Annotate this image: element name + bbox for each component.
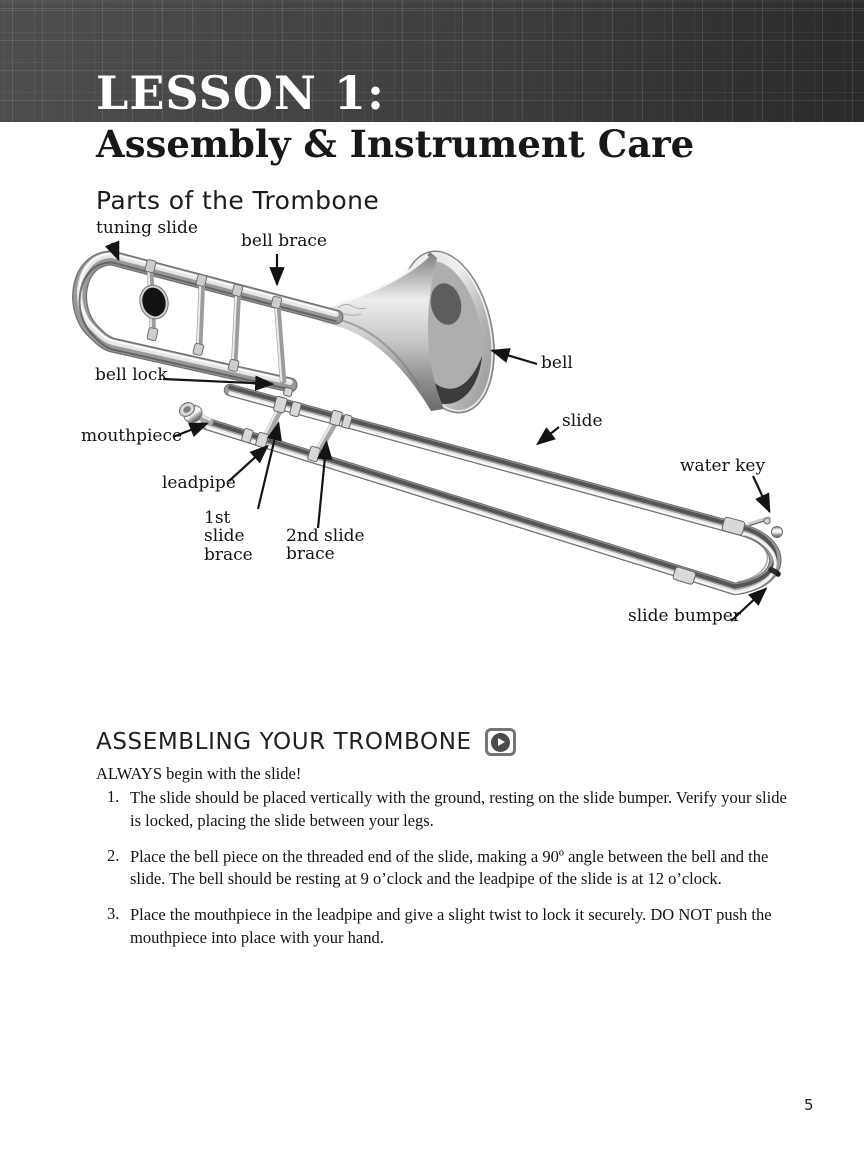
- page-number: 5: [804, 1096, 814, 1114]
- label-bell-brace: bell brace: [241, 231, 327, 251]
- bell-shape: [322, 242, 508, 421]
- assembly-steps: [96, 787, 796, 963]
- label-first-slide-brace: 1st slide brace: [204, 508, 253, 565]
- bell-lock-latch: [283, 387, 293, 397]
- play-circle: [491, 733, 510, 752]
- play-triangle-icon: [498, 738, 505, 746]
- trombone-diagram: [0, 218, 864, 650]
- label-bell: bell: [541, 353, 573, 373]
- arrow-bell: [492, 351, 537, 365]
- assembly-intro: ALWAYS begin with the slide!: [96, 764, 302, 783]
- step-number: 1.: [107, 787, 120, 806]
- assembly-step-2: [96, 846, 796, 892]
- label-slide-bumper: slide bumper: [628, 606, 741, 626]
- arrow-slide: [538, 427, 560, 444]
- label-water-key: water key: [680, 456, 766, 476]
- label-mouthpiece: mouthpiece: [81, 426, 183, 446]
- label-leadpipe: leadpipe: [162, 473, 236, 493]
- lesson-subtitle: Assembly & Instrument Care: [96, 122, 695, 166]
- assembling-section-header: [96, 728, 516, 756]
- step-text: Place the mouthpiece in the leadpipe and give a slight twist to lock it securely. DO NOT push the mouthpiece into place with your hand.: [130, 905, 772, 947]
- label-second-slide-brace: 2nd slide brace: [286, 526, 365, 565]
- lesson-title: LESSON 1:: [96, 66, 385, 120]
- label-slide: slide: [562, 411, 603, 431]
- assembly-step-3: [96, 904, 796, 950]
- step-text: Place the bell piece on the threaded end of the slide, making a 90º angle between the bell and the slide. The bell should be resting at 9 o’clock and the leadpipe of the slide is at 12 o’clock.: [130, 846, 769, 889]
- assembling-heading: ASSEMBLING YOUR TROMBONE: [96, 729, 472, 755]
- label-tuning-slide: tuning slide: [96, 218, 198, 238]
- step-text: The slide should be placed vertically with the ground, resting on the slide bumper. Verify your slide is locked, placing the slide between your legs.: [130, 788, 787, 830]
- parts-heading: Parts of the Trombone: [96, 186, 380, 215]
- mouthpiece-shape: [177, 400, 210, 426]
- arrow-water-key: [753, 476, 770, 512]
- step-number: 3.: [107, 904, 120, 924]
- lesson-header-band: [0, 0, 864, 122]
- play-video-icon[interactable]: [485, 728, 516, 756]
- label-bell-lock: bell lock: [95, 365, 168, 385]
- assembly-step-1: [96, 787, 796, 833]
- step-number: 2.: [107, 845, 120, 865]
